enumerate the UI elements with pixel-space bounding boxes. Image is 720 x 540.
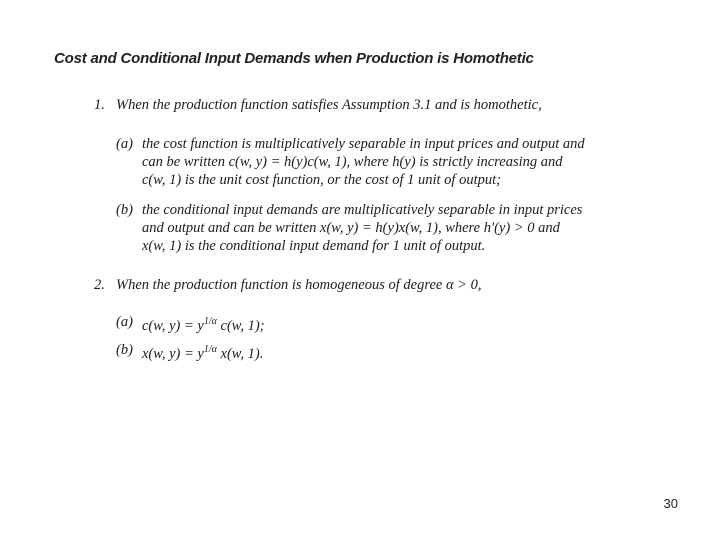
subitem-label-2b: (b)	[116, 342, 133, 358]
item-text-2: When the production function is homogeneous of degree α > 0,	[116, 277, 482, 293]
subitem-line: c(w, 1) is the unit cost function, or the cost of 1 unit of output;	[142, 172, 501, 188]
subitem-label-2a: (a)	[116, 314, 133, 330]
subitem-body-1a	[142, 135, 585, 189]
item-text-1: When the production function satisfies Assumption 3.1 and is homothetic,	[116, 97, 542, 113]
subitem-body-2a	[142, 313, 265, 335]
subitem-line: the cost function is multiplicatively separable in input prices and output and	[142, 136, 585, 152]
subitem-line: can be written c(w, y) = h(y)c(w, 1), where h(y) is strictly increasing and	[142, 154, 563, 170]
subitem-line: and output and can be written x(w, y) = h(y)x(w, 1), where h′(y) > 0 and	[142, 220, 560, 236]
item-number-2: 2.	[94, 277, 105, 293]
subitem-line: c(w, $y) = y^{1/\alpha}$ c(w, 1);	[142, 316, 265, 334]
subitem-line: x(w, 1) is the conditional input demand for 1 unit of output.	[142, 238, 486, 254]
subitem-line: x(w, $y) = y^{1/\alpha}$ x(w, 1).	[142, 344, 264, 362]
page-number: 30	[663, 496, 678, 511]
subitem-body-2b	[142, 341, 263, 363]
slide-heading: Cost and Conditional Input Demands when Production is Homothetic	[54, 50, 534, 67]
item-number-1: 1.	[94, 97, 105, 113]
subitem-line: the conditional input demands are multiplicatively separable in input prices	[142, 202, 583, 218]
subitem-label-1a: (a)	[116, 136, 133, 152]
subitem-label-1b: (b)	[116, 202, 133, 218]
subitem-body-1b	[142, 201, 582, 255]
